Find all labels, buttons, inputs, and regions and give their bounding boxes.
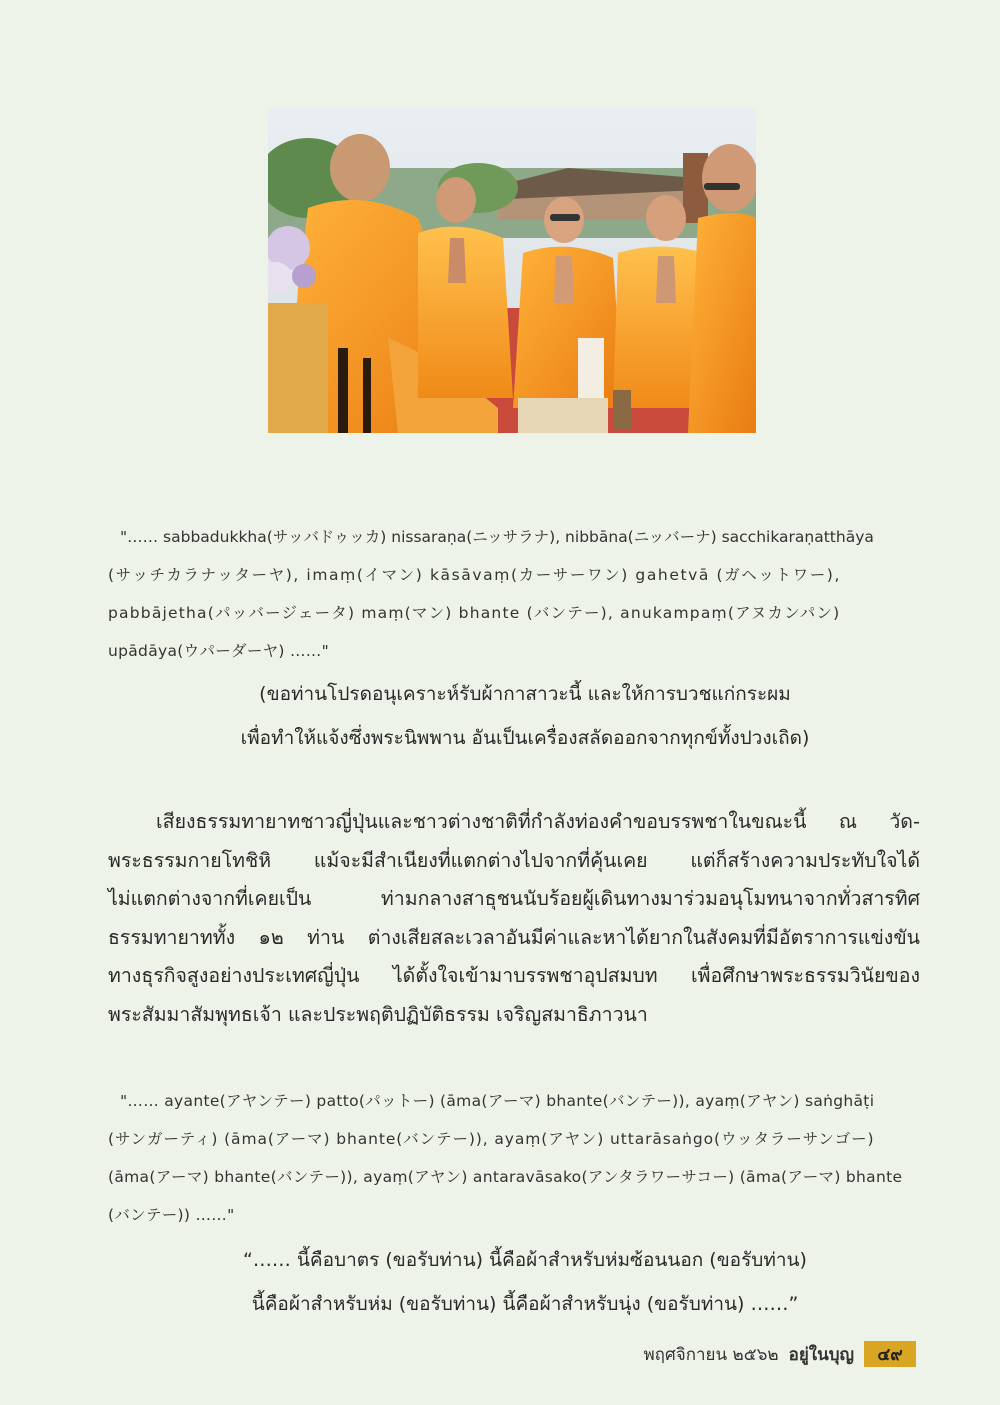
pali-line: pabbājetha(パッバージェータ) maṃ(マン) bhante (バンテー), anukampaṃ(アヌカンパン) [108, 604, 841, 622]
pali-line: "…… ayante(アヤンテー) patto(パットー) (āma(アーマ) bhante(バンテー)), ayaṃ(アヤン) saṅghāṭi [120, 1092, 875, 1110]
magazine-name: อยู่ในบุญ [788, 1344, 854, 1365]
body-line: พระธรรมกายโทชิหิ แม้จะมีสำเนียงที่แตกต่างไปจากที่คุ้นเคย แต่ก็สร้างความประทับใจได้ [108, 848, 920, 872]
page-footer [643, 1340, 916, 1368]
pali-line: (āma(アーマ) bhante(バンテー)), ayaṃ(アヤン) antaravāsako(アンタラワーサコー) (āma(アーマ) bhante [108, 1168, 903, 1186]
body-line: พระสัมมาสัมพุทธเจ้า และประพฤติปฏิบัติธรรม เจริญสมาธิภาวนา [108, 1002, 648, 1026]
pali-line: (サッチカラナッターヤ), imaṃ(イマン) kāsāvaṃ(カーサーワン) gahetvā (ガヘットワー), [108, 566, 841, 584]
body-line: ธรรมทายาททั้ง ๑๒ ท่าน ต่างเสียสละเวลาอันมีค่าและหาได้ยากในสังคมที่มีอัตราการแข่งขัน [108, 925, 920, 949]
pali-line: (バンテー)) ……" [108, 1206, 235, 1224]
thai-translation-1 [108, 672, 942, 760]
thai-translation-2 [108, 1238, 942, 1326]
pali-line: "…… sabbadukkha(サッバドゥッカ) nissaraṇa(ニッサラナ), nibbāna(ニッバーナ) sacchikaraṇatthāya [120, 528, 874, 546]
translation-line: (ขอท่านโปรดอนุเคราะห์รับผ้ากาสาวะนี้ และให้การบวชแก่กระผม [259, 683, 791, 705]
pali-line: upādāya(ウパーダーヤ) ……" [108, 642, 330, 660]
body-line: เสียงธรรมทายาทชาวญี่ปุ่นและชาวต่างชาติที่กำลังท่องคำขอบรรพชาในขณะนี้ ณ วัด- [156, 810, 920, 833]
translation-line: “…… นี้คือบาตร (ขอรับท่าน) นี้คือผ้าสำหรับห่มซ้อนนอก (ขอรับท่าน) [243, 1249, 807, 1271]
pali-passage-1 [108, 518, 918, 670]
issue-date: พฤศจิกายน ๒๕๖๒ [643, 1344, 779, 1365]
body-paragraph [108, 803, 920, 1034]
body-line: ไม่แตกต่างจากที่เคยเป็น ท่ามกลางสาธุชนนับร้อยผู้เดินทางมาร่วมอนุโมทนาจากทั่วสารทิศ [108, 887, 920, 910]
translation-line: เพื่อทำให้แจ้งซึ่งพระนิพพาน อันเป็นเครื่องสลัดออกจากทุกข์ทั้งปวงเถิด) [240, 727, 810, 749]
page-number: ๔๙ [864, 1341, 916, 1367]
pali-line: (サンガーティ) (āma(アーマ) bhante(バンテー)), ayaṃ(アヤン) uttarāsaṅgo(ウッタラーサンゴー) [108, 1130, 875, 1148]
ordination-photo [268, 108, 756, 433]
translation-line: นี้คือผ้าสำหรับห่ม (ขอรับท่าน) นี้คือผ้าสำหรับนุ่ง (ขอรับท่าน) ……” [251, 1293, 799, 1315]
body-line: ทางธุรกิจสูงอย่างประเทศญี่ปุ่น ได้ตั้งใจเข้ามาบรรพชาอุปสมบท เพื่อศึกษาพระธรรมวินัยของ [108, 964, 920, 987]
pali-passage-2 [108, 1082, 918, 1234]
